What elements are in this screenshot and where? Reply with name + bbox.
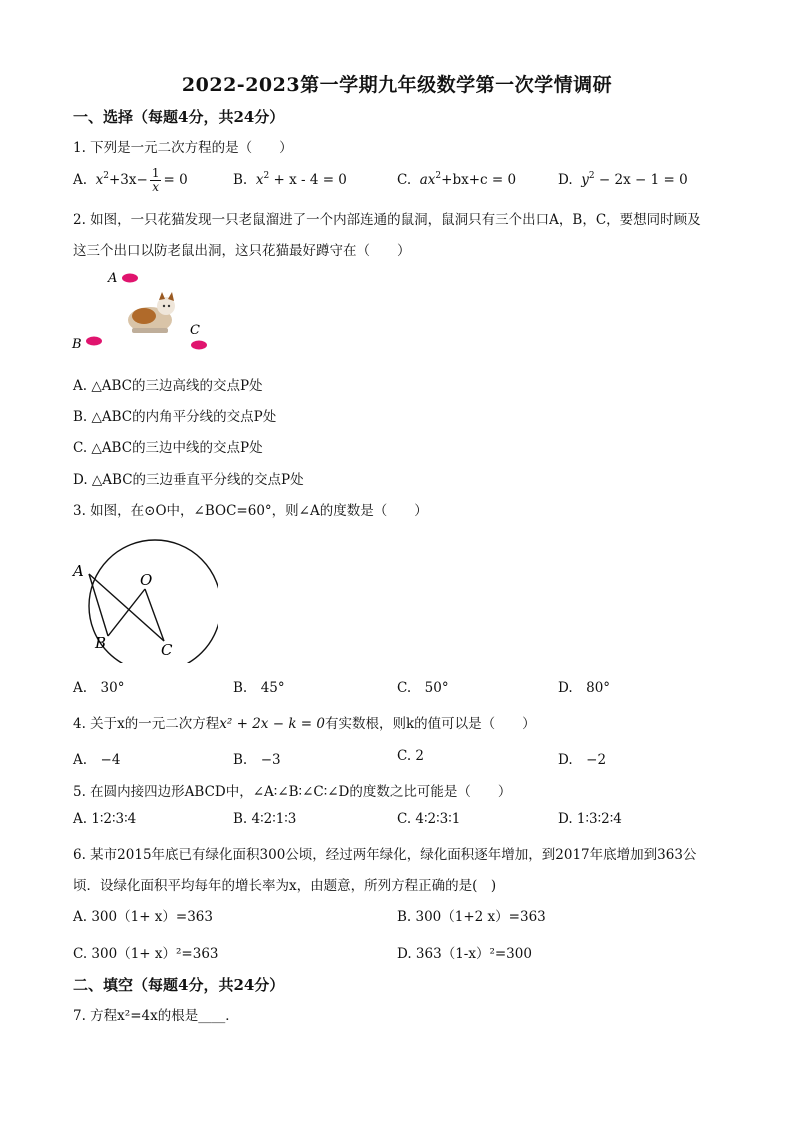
- q5-option-c: C. 4∶2∶3∶1: [397, 811, 461, 827]
- chord-ac: [89, 574, 164, 641]
- q2-option-d: D. △ABC的三边垂直平分线的交点P处: [73, 472, 304, 488]
- q3-option-b: B. 45°: [233, 680, 285, 696]
- section-fill-heading: 二、填空（每题4分，共24分）: [73, 976, 285, 994]
- q6-option-d: D. 363（1-x）²=300: [397, 946, 532, 962]
- q3-fig-label-o: O: [140, 571, 153, 589]
- q3-option-a: A. 30°: [73, 680, 125, 696]
- q6-option-b: B. 300（1+2 x）=363: [397, 909, 546, 925]
- q4-stem: 4. 关于x的一元二次方程x² + 2x − k = 0有实数根，则k的值可以是（ ）: [73, 716, 536, 732]
- q1-option-d: D. $y^2 - 2x - 1 = 0$: [558, 171, 688, 188]
- q3-option-d: D. 80°: [558, 680, 611, 696]
- q5-stem: 5. 在圆内接四边形ABCD中，∠A∶∠B∶∠C∶∠D的度数之比可能是（ ）: [73, 784, 512, 800]
- q2-option-c: C. △ABC的三边中线的交点P处: [73, 440, 263, 456]
- q2-fig-label-c: C: [190, 323, 200, 338]
- q2-option-a: A. △ABC的三边高线的交点P处: [73, 378, 263, 394]
- page-title: 2022-2023第一学期九年级数学第一次学情调研: [181, 74, 613, 96]
- q2-option-b: B. △ABC的内角平分线的交点P处: [73, 409, 277, 425]
- q5-option-d: D. 1∶3∶2∶4: [558, 811, 622, 827]
- q3-option-c: C. 50°: [397, 680, 449, 696]
- q1-option-a: A. $x^2+3x-$ $\frac{1}{x}$ = 0: [73, 166, 188, 194]
- q5-option-a: A. 1∶2∶3∶4: [73, 811, 137, 827]
- cat-icon: [128, 292, 175, 333]
- hole-a: [122, 274, 138, 283]
- q4-option-d: D. −2: [558, 752, 607, 768]
- q6-stem-line1: 6. 某市2015年底已有绿化面积300公顷，经过两年绿化，绿化面积逐年增加，到2017年底增加到363公: [73, 847, 697, 863]
- q7-stem: 7. 方程x²=4x的根是____．: [73, 1008, 239, 1024]
- q2-stem-line1: 2. 如图，一只花猫发现一只老鼠溜进了一个内部连通的鼠洞，鼠洞只有三个出口A，B，C，要想同时顾及: [73, 212, 701, 228]
- q3-fig-label-b: B: [95, 634, 107, 652]
- q3-fig-label-a: A: [73, 562, 84, 580]
- q2-stem-line2: 这三个出口以防老鼠出洞，这只花猫最好蹲守在（ ）: [73, 243, 411, 259]
- q4-option-c: C. 2: [397, 748, 425, 764]
- section-choice-heading: 一、选择（每题4分，共24分）: [73, 108, 285, 126]
- hole-c: [191, 341, 207, 350]
- q2-fig-label-a: A: [108, 271, 118, 286]
- q6-option-a: A. 300（1+ x）=363: [73, 909, 213, 925]
- q3-stem: 3. 如图，在⊙O中，∠BOC=60°，则∠A的度数是（ ）: [73, 503, 428, 519]
- hole-b: [86, 337, 102, 346]
- q5-option-b: B. 4∶2∶1∶3: [233, 811, 297, 827]
- q3-fig-label-c: C: [161, 641, 173, 659]
- q4-option-a: A. −4: [73, 752, 121, 768]
- q4-option-b: B. −3: [233, 752, 281, 768]
- q1-stem: 1. 下列是一元二次方程的是（ ）: [73, 140, 293, 156]
- circle-o: [89, 540, 218, 663]
- q2-figure: [70, 262, 220, 362]
- q6-option-c: C. 300（1+ x）²=363: [73, 946, 219, 962]
- q2-fig-label-b: B: [72, 337, 82, 352]
- q1-option-c: C. $ax^2+bx+c = 0$: [397, 171, 517, 188]
- q1-option-b: B. $x^2 + x - 4 = 0$: [233, 171, 347, 188]
- q6-stem-line2: 顷．设绿化面积平均每年的增长率为x，由题意，所列方程正确的是( ): [73, 878, 497, 894]
- q3-circle-figure: [68, 528, 218, 663]
